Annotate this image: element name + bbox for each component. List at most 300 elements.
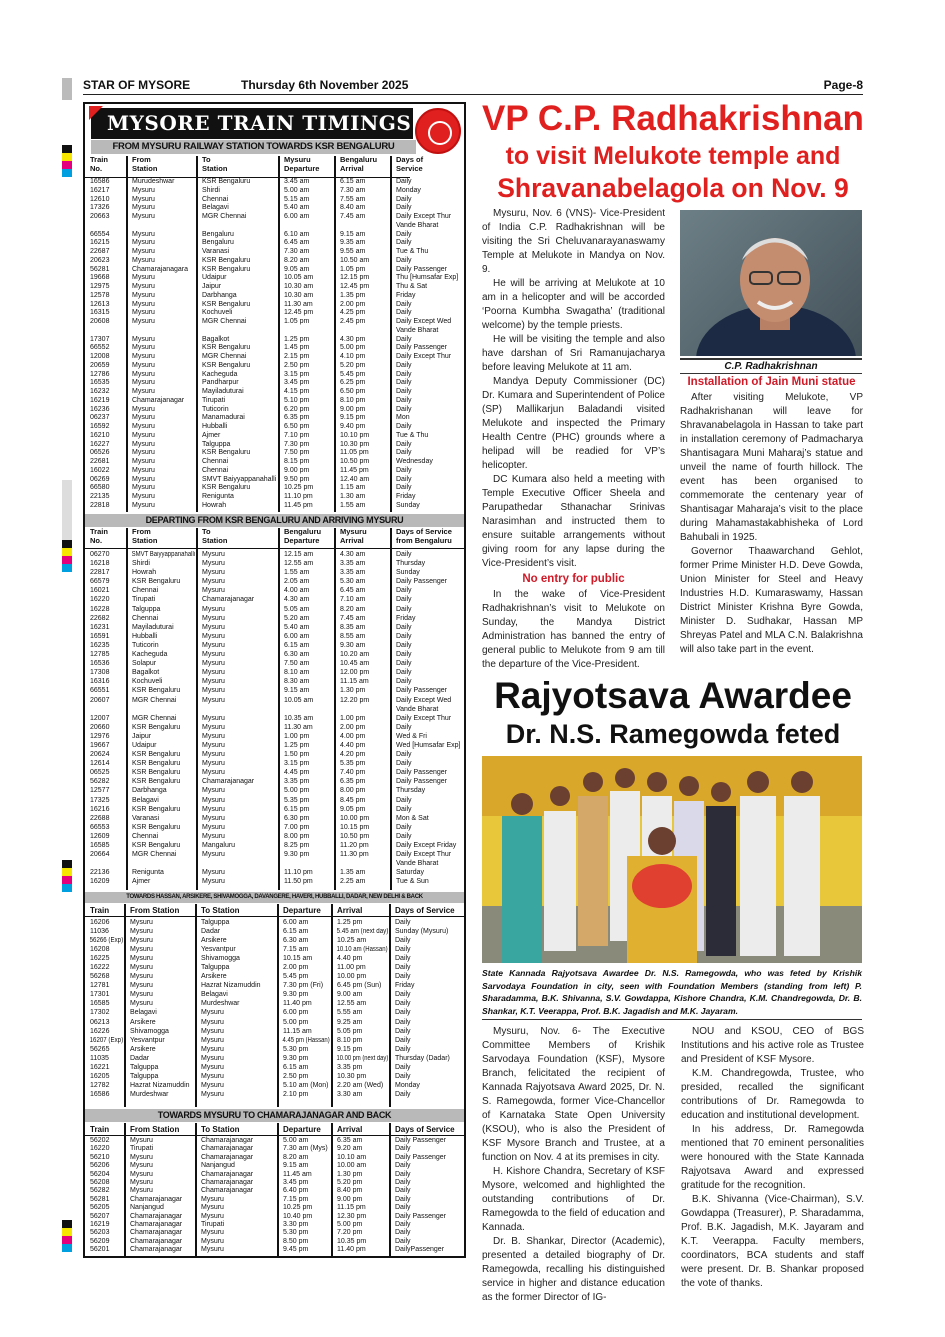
header-departure: Departure (283, 1125, 321, 1134)
award-photo-caption: State Kannada Rajyotsava Awardee Dr. N.S. Ramegowda, who was feted by Krishik Sarvodaya Foundation in city, seen with Foundation Members (standing from left) P. Sharadamma, B.K. Shivanna, S.V. Gowdappa, Kishore Chandra, K.M. Chandregowda, Dr. B. Shankar, K.T. Veerappa, Prof. B.K. Jagadish and M.K. Jayaram. (482, 967, 862, 1020)
from-station: Mysuru (132, 344, 155, 352)
table-row (85, 371, 464, 380)
departure: 2.00 pm (283, 964, 309, 972)
subhead-no-entry: No entry for public (522, 573, 625, 585)
train-rows (85, 550, 464, 886)
to-station: Kacheguda (202, 370, 238, 378)
column-divider (277, 1123, 279, 1256)
train-no: 16206 (90, 919, 110, 926)
departure: 9.30 pm (283, 991, 309, 999)
to-station: Talguppa (202, 440, 231, 448)
arrival: 6.45 am (340, 587, 366, 595)
table-row (85, 723, 464, 732)
article-paragraph: He will be visiting the temple and also have darshan of Sri Ramanujacharya before leaving Melukote at 11 am. (482, 334, 665, 373)
departure: 10.35 am (284, 714, 314, 722)
to-station: Murdeshwar (201, 1000, 240, 1008)
from-station: Mysuru (130, 946, 153, 954)
to-station: Nanjangud (201, 1162, 235, 1170)
from-station: Mysuru (130, 1000, 153, 1008)
departure: 1.25 pm (284, 335, 310, 343)
arrival: 6.35 am (337, 1137, 363, 1144)
from-station: Darbhanga (132, 787, 167, 795)
departure: 6.00 pm (283, 1009, 309, 1017)
days-of-service: Daily (396, 466, 412, 474)
to-station: Chamarajanagar (201, 1170, 254, 1178)
days-of-service: Daily (396, 405, 412, 413)
from-station: Hazrat Nizamuddin (130, 1081, 190, 1089)
header-days-of-service: Days of Service from Bengaluru (396, 527, 452, 545)
days-of-service: Daily (395, 1036, 411, 1044)
days-of-service: Daily (396, 596, 412, 604)
from-station: Chamarajanagar (130, 1195, 183, 1203)
train-no: 17302 (90, 1009, 110, 1017)
arrival: 12.20 pm (340, 696, 370, 704)
days-of-service: Daily (395, 919, 411, 926)
departure: 1.45 pm (284, 344, 310, 352)
departure: 7.30 pm (Fri) (283, 982, 324, 990)
departure: 5.40 am (284, 204, 310, 212)
to-station: Mysuru (202, 687, 225, 695)
arrival: 9.05 pm (340, 805, 366, 813)
table-row (85, 732, 464, 741)
from-station: Chamarajanagara (132, 265, 189, 273)
from-station: Talguppa (130, 1063, 159, 1071)
from-station: Mysuru (132, 318, 155, 325)
to-station: Mysuru (202, 787, 225, 795)
registration-cyan (62, 169, 72, 177)
from-station: Howrah (132, 569, 157, 577)
departure: 9.05 am (284, 265, 310, 273)
departure: 6.00 am (284, 213, 310, 220)
arrival: 10.35 pm (337, 1237, 367, 1245)
from-station: Mysuru (132, 466, 155, 474)
table-row (85, 814, 464, 823)
table-row (85, 714, 464, 723)
to-station: Mysuru (202, 832, 225, 840)
to-station: Mysuru (201, 1229, 224, 1237)
table-row (85, 1054, 464, 1063)
days-of-service: Daily (395, 1009, 411, 1017)
arrival: 5.20 pm (340, 361, 366, 369)
table-row (85, 248, 464, 257)
table-row (85, 1221, 464, 1229)
from-station: SMVT Baiyyappanahalli (131, 551, 196, 558)
departure: 3.45 pm (284, 379, 310, 387)
indian-railways-logo-icon (415, 108, 461, 154)
days-of-service: Friday (395, 982, 415, 990)
departure: 7.50 am (284, 660, 310, 668)
table-row (85, 388, 464, 397)
arrival: 5.45 am (next day) (336, 928, 389, 936)
train-no: 56201 (90, 1246, 110, 1254)
departure: 4.45 pm (Hassan) (282, 1036, 330, 1044)
departure: 2.50 pm (284, 361, 310, 369)
days-of-service: Wednesday (396, 458, 433, 465)
to-station: Shirdi (202, 186, 220, 194)
train-no: 16218 (90, 560, 110, 568)
table-row (85, 877, 464, 886)
header-from-station: From Station (130, 906, 180, 915)
train-no: 16217 (90, 186, 110, 194)
from-station: Talguppa (130, 1072, 159, 1080)
to-station: Mysuru (202, 732, 225, 740)
header-departure: Bengaluru Departure (284, 527, 322, 545)
column-headers (85, 1123, 464, 1136)
to-station: Mysuru (202, 796, 225, 804)
from-station: Mysuru (130, 1162, 153, 1170)
to-station: Mysuru (202, 769, 225, 777)
to-station: Renigunta (202, 493, 234, 500)
page-number: Page-8 (823, 78, 863, 92)
departure: 8.00 pm (284, 832, 310, 840)
days-of-service: Daily (396, 723, 412, 731)
arrival: 10.00 pm (next day) (336, 1054, 389, 1062)
departure: 1.50 pm (284, 751, 310, 759)
from-station: Belagavi (132, 796, 159, 804)
arrival: 2.00 pm (340, 723, 366, 731)
to-station: Mysuru (201, 1081, 224, 1089)
train-no: 16591 (90, 632, 110, 640)
from-station: Mysuru (132, 405, 155, 413)
from-station: Chamarajanagar (130, 1212, 183, 1220)
arrival: 9.00 am (337, 991, 363, 999)
table-row (85, 641, 464, 650)
to-station: Mysuru (201, 1204, 224, 1212)
table-row (85, 936, 464, 945)
arrival: 9.15 pm (340, 414, 366, 422)
arrival: 5.20 pm (337, 1178, 363, 1186)
train-no: 16022 (90, 466, 110, 474)
table-row (85, 981, 464, 990)
article1-column1 (482, 207, 665, 672)
departure: 11.15 am (283, 1027, 312, 1035)
from-station: Belagavi (130, 1009, 157, 1017)
train-no: 56206 (90, 1162, 110, 1170)
from-station: Mysuru (132, 379, 155, 387)
to-station: Mangaluru (202, 842, 236, 849)
departure: 7.15 am (283, 946, 309, 954)
to-station: Bengaluru (202, 239, 234, 247)
to-station: MGR Chennai (202, 318, 247, 325)
table-row (85, 204, 464, 213)
departure: 9.15 am (283, 1162, 309, 1170)
from-station: Mysuru (130, 964, 153, 972)
from-station: KSR Bengaluru (132, 760, 181, 768)
train-no: 16586 (90, 178, 110, 185)
to-station: Manamadurai (202, 414, 245, 422)
article1-headline-line2: to visit Melukote temple and (505, 142, 841, 170)
table-row (85, 918, 464, 927)
table-row (85, 1162, 464, 1170)
days-of-service: Thursday (396, 560, 426, 568)
to-station: KSR Bengaluru (202, 256, 251, 264)
train-no: 12786 (90, 370, 110, 378)
table-row (85, 632, 464, 641)
train-no: 22136 (90, 869, 110, 877)
departure: 7.00 pm (284, 823, 310, 831)
table-row (85, 1204, 464, 1212)
arrival: 11.15 am (340, 678, 369, 686)
train-no: 16021 (90, 587, 110, 595)
days-of-service: Daily (395, 1178, 411, 1186)
to-station: Chennai (202, 466, 229, 474)
article1-headline-line3: Shravanabelagola on Nov. 9 (497, 173, 849, 203)
arrival: 8.10 pm (337, 1036, 363, 1044)
table-row (85, 850, 464, 868)
table-row (85, 945, 464, 954)
to-station: Yesvantpur (201, 946, 236, 954)
departure: 9.30 pm (283, 1054, 309, 1062)
table-row (85, 1081, 464, 1090)
days-of-service: Daily (396, 449, 412, 457)
days-of-service: Daily (395, 1090, 411, 1098)
photo-caption: C.P. Radhakrishnan (680, 358, 862, 374)
days-of-service: Daily (395, 1220, 411, 1228)
table-row (85, 586, 464, 595)
table-row (85, 353, 464, 362)
departure: 3.15 pm (284, 370, 310, 378)
registration-yellow (62, 868, 72, 876)
article-paragraph: Governor Thaawarchand Gehlot, former Prime Minister H.D. Deve Gowda, Union Minister for Steel and Heavy Industries H.D. Kumaraswamy, Hassan District Minister Krishna Byre Gowda, Minister D. Sudhakar, Hassan MP Shreyas Patel and MLA C.N. Balakrishna will also take part in the event. (680, 546, 863, 655)
to-station: Mysuru (202, 560, 225, 568)
article2-headline-line1: Rajyotsava Awardee (494, 675, 852, 716)
column-divider (390, 528, 392, 890)
arrival: 7.10 am (340, 596, 366, 604)
article-paragraph: NOU and KSOU, CEO of BGS Institutions and his active role as Trustee and President of KSF Mysore. (681, 1026, 864, 1065)
table-row (85, 605, 464, 614)
days-of-service: Daily Passenger (396, 265, 447, 273)
departure: 10.05 am (284, 696, 314, 704)
train-no: 12008 (90, 353, 110, 360)
days-of-service: Thursday (396, 787, 426, 795)
column-divider (126, 528, 128, 890)
train-no: 17325 (90, 796, 110, 804)
from-station: Chennai (132, 832, 159, 840)
to-station: Mysuru (201, 1009, 224, 1017)
to-station: KSR Bengaluru (202, 449, 251, 457)
train-no: 20624 (90, 751, 110, 759)
days-of-service: Daily (396, 632, 412, 640)
registration-black (62, 1220, 72, 1228)
departure: 4.30 am (284, 596, 310, 604)
days-of-service: Daily (396, 805, 412, 813)
from-station: KSR Bengaluru (132, 578, 181, 586)
table-row (85, 406, 464, 415)
days-of-service: Friday (396, 614, 416, 622)
from-station: Mysuru (130, 1153, 153, 1161)
days-of-service: Daily (396, 587, 412, 595)
to-station: Mysuru (202, 660, 225, 668)
departure: 7.50 pm (284, 449, 310, 457)
days-of-service: Daily (395, 973, 411, 981)
train-rows (85, 1137, 464, 1254)
days-of-service: Daily Except Thur (396, 353, 452, 360)
table-row (85, 668, 464, 677)
to-station: Chamarajanagar (201, 1178, 254, 1186)
train-no: 16225 (90, 955, 110, 963)
arrival: 9.30 am (340, 641, 366, 649)
table-row (85, 231, 464, 240)
article-paragraph: Mysuru, Nov. 6- The Executive Committee Members of Krishik Sarvodaya Foundation (KSF), Mysore Branch, felicitated the recipient of Kannada Rajyotsava Award 2025, Dr. N. S. Ramegowda, former Vice-Chancellor of Karnataka State Open University (KSOU), who is also the President of KSF Mysore Branch and Trustee, at a function on Nov. 4 at its premises in city. (482, 1026, 665, 1163)
from-station: Mysuru (132, 283, 155, 290)
table-row (85, 577, 464, 586)
table-row (85, 309, 464, 318)
departure: 3.30 pm (283, 1220, 309, 1228)
departure: 1.55 am (284, 569, 310, 577)
from-station: KSR Bengaluru (132, 805, 181, 813)
train-no: 16216 (90, 805, 110, 813)
arrival: 7.45 am (340, 614, 366, 622)
to-station: Talguppa (201, 964, 230, 972)
days-of-service: Daily (395, 1045, 411, 1053)
from-station: Tuticorin (132, 641, 159, 649)
to-station: Mysuru (202, 851, 225, 859)
arrival: 6.15 am (340, 178, 366, 185)
days-of-service: Daily (396, 379, 412, 387)
from-station: Bagalkot (132, 669, 160, 677)
table-row (85, 344, 464, 353)
arrival: 1.25 pm (337, 919, 363, 926)
to-station: Shivamogga (201, 955, 240, 963)
article-paragraph: In his address, Dr. Ramegowda mentioned that 70 eminent personalities were honoured with the State Kannada Rajyotsava Award and expressed gratitude for the recognition. (681, 1124, 864, 1191)
days-of-service: Daily (395, 1145, 411, 1153)
departure: 8.20 am (284, 256, 310, 264)
arrival: 1.35 pm (340, 291, 366, 299)
registration-magenta (62, 1236, 72, 1244)
to-station: Mayiladuturai (202, 388, 244, 395)
table-row (85, 1008, 464, 1017)
header-days-of-service: Days of Service (395, 1125, 455, 1134)
from-station: Mysuru (132, 414, 155, 422)
arrival: 10.00 pm (340, 814, 370, 822)
train-no: 16585 (90, 1000, 110, 1008)
days-of-service: Daily (396, 823, 412, 831)
days-of-service: Daily (396, 178, 412, 185)
table-row (85, 432, 464, 441)
header-to-station: To Station (201, 1125, 240, 1134)
from-station: Mysuru (132, 484, 155, 492)
days-of-service: Daily (395, 955, 411, 963)
days-of-service: Saturday (396, 869, 425, 877)
column-divider (389, 904, 391, 1107)
arrival: 2.20 am (Wed) (337, 1081, 384, 1089)
from-station: Mysuru (132, 248, 155, 255)
train-rows (85, 178, 464, 511)
to-station: Mysuru (201, 1246, 224, 1254)
table-row (85, 336, 464, 345)
departure: 8.50 pm (283, 1237, 309, 1245)
to-station: Mysuru (202, 632, 225, 640)
table-row (85, 796, 464, 805)
to-station: Mysuru (202, 741, 225, 749)
to-station: Talguppa (201, 919, 230, 926)
arrival: 9.00 pm (337, 1195, 363, 1203)
red-corner-mark (89, 106, 103, 120)
from-station: Arsikere (130, 1018, 156, 1026)
departure: 6.40 pm (283, 1187, 309, 1195)
days-of-service: Tue & Thu (396, 248, 429, 255)
train-no: 20608 (90, 318, 110, 325)
departure: 10.15 am (283, 955, 313, 963)
arrival: 10.10 pm (340, 431, 370, 439)
departure: 9.50 pm (284, 475, 310, 483)
days-of-service: Daily (396, 195, 412, 203)
departure: 10.30 am (284, 291, 314, 299)
train-no: 16592 (90, 423, 110, 430)
table-row (85, 1045, 464, 1054)
train-no: 16221 (90, 1063, 110, 1071)
train-no: 12613 (90, 300, 110, 308)
train-no: 12007 (90, 714, 110, 722)
departure: 6.20 pm (284, 405, 310, 413)
days-of-service: Friday (396, 291, 416, 299)
arrival: 4.25 pm (340, 309, 366, 317)
header-to-station: To Station (202, 155, 228, 173)
arrival: 8.00 pm (340, 787, 366, 795)
departure: 11.50 pm (284, 878, 313, 886)
departure: 2.50 pm (283, 1072, 309, 1080)
departure: 7.15 pm (283, 1195, 309, 1203)
departure: 7.10 pm (284, 431, 310, 439)
from-station: Mysuru (130, 937, 153, 945)
from-station: Mysuru (132, 274, 155, 282)
column-divider (389, 1123, 391, 1256)
days-of-service: Daily (395, 1204, 411, 1212)
to-station: Varanasi (202, 248, 230, 255)
from-station: Chennai (132, 587, 159, 595)
header-train-no: Train (90, 1125, 110, 1134)
table-row (85, 196, 464, 205)
to-station: Mysuru (202, 651, 225, 659)
from-station: Mysuru (130, 991, 153, 999)
table-row (85, 741, 464, 750)
arrival: 9.35 am (340, 239, 366, 247)
table-row (85, 659, 464, 668)
days-of-service: Daily (395, 1027, 411, 1035)
departure: 1.25 pm (284, 741, 310, 749)
table-row (85, 502, 464, 511)
to-station: MGR Chennai (202, 213, 247, 220)
to-station: Mysuru (202, 678, 225, 686)
table-row (85, 696, 464, 714)
train-no: 56282 (90, 778, 110, 786)
departure: 3.15 pm (284, 760, 310, 768)
table-row (85, 301, 464, 310)
arrival: 2.00 pm (340, 300, 366, 308)
award-function-photo (482, 756, 862, 963)
to-station: Mysuru (201, 1063, 224, 1071)
table-row (85, 239, 464, 248)
departure: 10.05 am (284, 274, 314, 282)
header-departure: Departure (283, 906, 321, 915)
table-row (85, 1145, 464, 1153)
article-paragraph: DC Kumara also held a meeting with Temple Executive Officer Sheela and Parupathedar Sthanachar Srinivas Narasimhan and instructed them to ensure suitable arrangements without giving room for any lapse during the Vice-President’s visit. (482, 474, 665, 569)
from-station: Mysuru (132, 239, 155, 247)
from-station: Mysuru (132, 449, 155, 457)
departure: 5.10 pm (284, 396, 310, 404)
days-of-service: Daily (395, 1000, 411, 1008)
from-station: Mysuru (130, 955, 153, 963)
to-station: Mysuru (202, 814, 225, 822)
table-row (85, 476, 464, 485)
from-station: Mysuru (132, 195, 155, 203)
days-of-service: Daily Except Wed Vande Bharat (396, 318, 452, 334)
to-station: Mysuru (201, 1212, 224, 1220)
table-row (85, 1229, 464, 1237)
train-no: 16208 (90, 946, 110, 954)
header-days-of-service: Days of Service (396, 155, 424, 173)
arrival: 2.25 am (340, 878, 366, 886)
